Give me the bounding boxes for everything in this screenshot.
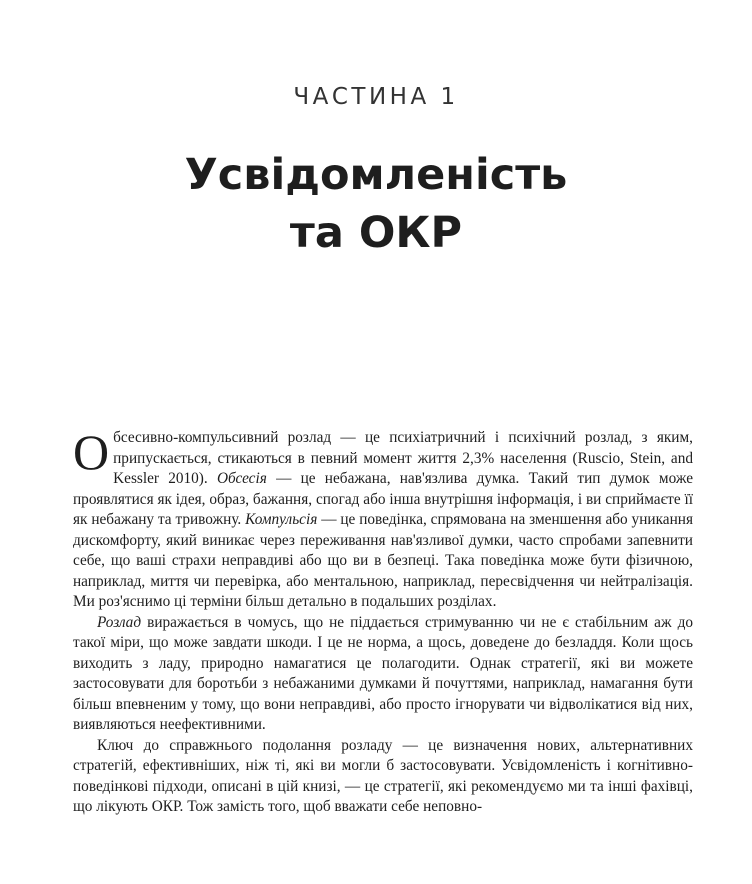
body-text (73, 424, 693, 818)
paragraph-1: Обсесивно-компульсивний розлад — це психіатричний і психічний розлад, з яким, припускається, стикаються в певний момент життя 2,3% населення (Ruscio, Stein, and Kessler 2010). Обсесія — це небажана, нав'язлива думка. Такий тип думок може проявлятися як ідея, образ, бажання, спогад або інша внутрішня інформація, і ви сприймаєте її як небажану та тривожну. Компульсія — це поведінка, спрямована на зменшення або уникання дискомфорту, який виникає через переживання нав'язливої думки, часто спробами запевнити себе, що ваші страхи неправдиві або що ви в безпеці. Така поведінка може бути фізичною, наприклад, миття чи перевірка, або ментальною, наприклад, пересвідчення чи нейтралізація. Ми роз'яснимо ці терміни більш детально в подальших розділах. (73, 424, 693, 610)
drop-cap: О (73, 424, 110, 480)
paragraph-2: Розлад виражається в чомусь, що не піддається стримуванню чи не є стабільним аж до такої міри, що може завдати шкоди. І це не норма, а щось, доведене до безладдя. Коли щось виходить з ладу, природно намагатися це полагодити. Однак стратегії, які ви можете застосовувати для боротьби з небажаними думками й почуттями, наприклад, намагання бути більш впевненим у тому, що вони неправдиві, або просто ігнорувати чи відволікатися від них, виявляються неефективними. (73, 613, 693, 733)
term-obsession: Обсесія (216, 470, 267, 487)
part-label: ЧАСТИНА 1 (293, 84, 459, 110)
chapter-title-line-1: Усвідомленість (184, 150, 568, 200)
paragraph-3: Ключ до справжнього подолання розладу — це визначення нових, альтернативних стратегій, ефективніших, ніж ті, які ви могли б застосовувати. Усвідомленість і когнітивно-поведінкові підходи, описані в цій книзі, — це стратегії, які рекомендуємо ми та інші фахівці, що лікують ОКР. Тож замість того, щоб вважати себе неповно- (73, 736, 693, 815)
chapter-title (0, 146, 752, 262)
chapter-title-line-2: та ОКР (289, 208, 463, 258)
term-disorder: Розлад (97, 613, 142, 631)
term-compulsion: Компульсія (245, 511, 318, 528)
